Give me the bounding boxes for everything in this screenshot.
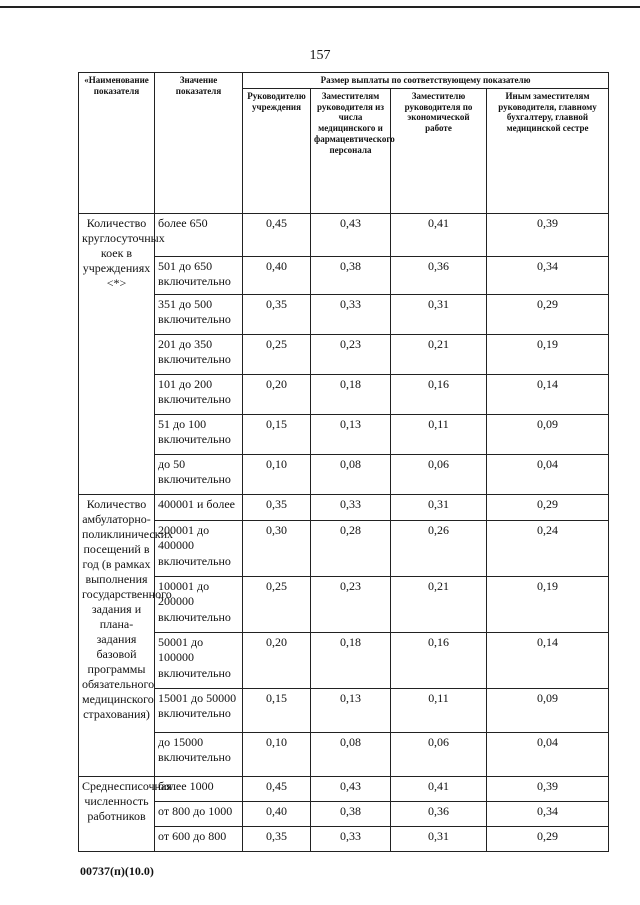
table-row [79, 454, 609, 494]
payment-coefficient-cell: 0,15 [243, 414, 311, 454]
indicator-name-cell: Количество амбулаторно-поликлинических посещений в год (в рамках выполнения государственного задания и плана-задания базовой программы обязательного медицинского страхования) [79, 494, 155, 776]
payment-coefficient-cell: 0,11 [391, 688, 487, 732]
indicator-value-cell: 15001 до 50000 включительно [155, 688, 243, 732]
payment-coefficient-cell: 0,40 [243, 801, 311, 826]
payment-coefficient-cell: 0,29 [487, 494, 609, 520]
header-indicator-name: «Наименование показателя [79, 73, 155, 214]
indicator-value-cell: 100001 до 200000 включительно [155, 576, 243, 632]
indicator-value-cell: 200001 до 400000 включительно [155, 520, 243, 576]
table-row [79, 213, 609, 256]
document-code: 00737(п)(10.0) [80, 864, 154, 878]
table-row [79, 520, 609, 576]
payment-coefficient-cell: 0,10 [243, 454, 311, 494]
table-row [79, 256, 609, 294]
payment-coefficient-cell: 0,35 [243, 494, 311, 520]
indicator-name-cell: Среднесписочная численность работников [79, 776, 155, 851]
payment-coefficient-cell: 0,16 [391, 632, 487, 688]
payment-coefficient-cell: 0,11 [391, 414, 487, 454]
indicator-value-cell: 201 до 350 включительно [155, 334, 243, 374]
payment-coefficient-cell: 0,18 [311, 374, 391, 414]
payment-coefficient-cell: 0,21 [391, 576, 487, 632]
payment-coefficient-cell: 0,13 [311, 688, 391, 732]
table-row [79, 494, 609, 520]
payment-coefficient-cell: 0,14 [487, 374, 609, 414]
payment-coefficient-cell: 0,41 [391, 213, 487, 256]
table-row [79, 732, 609, 776]
payment-coefficient-cell: 0,34 [487, 801, 609, 826]
indicator-name-cell: Количество круглосуточных коек в учреждениях <*> [79, 213, 155, 494]
indicator-value-cell: более 1000 [155, 776, 243, 801]
payment-coefficient-cell: 0,14 [487, 632, 609, 688]
payment-coefficient-cell: 0,40 [243, 256, 311, 294]
payment-coefficient-cell: 0,39 [487, 776, 609, 801]
payment-coefficient-cell: 0,04 [487, 732, 609, 776]
payment-coefficient-cell: 0,29 [487, 826, 609, 851]
payment-coefficient-cell: 0,08 [311, 454, 391, 494]
header-other-deputies: Иным заместителям руководителя, главному бухгалтеру, главной медицинской сестре [487, 88, 609, 213]
payment-coefficient-cell: 0,35 [243, 826, 311, 851]
payment-coefficient-cell: 0,43 [311, 213, 391, 256]
indicator-value-cell: 501 до 650 включительно [155, 256, 243, 294]
table-row [79, 334, 609, 374]
payment-coefficient-cell: 0,15 [243, 688, 311, 732]
payment-coefficient-cell: 0,38 [311, 256, 391, 294]
table-row [79, 688, 609, 732]
table-row [79, 776, 609, 801]
payment-coefficient-cell: 0,19 [487, 334, 609, 374]
payment-coefficient-cell: 0,31 [391, 294, 487, 334]
payment-coefficient-cell: 0,24 [487, 520, 609, 576]
payment-coefficient-cell: 0,25 [243, 576, 311, 632]
indicator-value-cell: 351 до 500 включительно [155, 294, 243, 334]
table-row [79, 632, 609, 688]
payment-coefficient-cell: 0,20 [243, 632, 311, 688]
payment-coefficient-cell: 0,45 [243, 776, 311, 801]
payment-coefficient-cell: 0,33 [311, 494, 391, 520]
payment-coefficient-cell: 0,08 [311, 732, 391, 776]
indicator-value-cell: более 650 [155, 213, 243, 256]
indicator-value-cell: 400001 и более [155, 494, 243, 520]
payment-coefficient-cell: 0,34 [487, 256, 609, 294]
payment-coefficient-cell: 0,33 [311, 826, 391, 851]
payment-coefficient-cell: 0,29 [487, 294, 609, 334]
header-economic-deputy: Заместителю руководителя по экономической работе [391, 88, 487, 213]
payment-coefficient-cell: 0,13 [311, 414, 391, 454]
payment-coefficient-cell: 0,45 [243, 213, 311, 256]
payment-coefficient-cell: 0,23 [311, 576, 391, 632]
payment-coefficient-cell: 0,43 [311, 776, 391, 801]
table-row [79, 294, 609, 334]
header-medical-deputies: Заместителям руководителя из числа медицинского и фармацевтического персонала [311, 88, 391, 213]
indicator-value-cell: 50001 до 100000 включительно [155, 632, 243, 688]
table-row [79, 576, 609, 632]
payment-coefficient-cell: 0,38 [311, 801, 391, 826]
header-indicator-value: Значение показателя [155, 73, 243, 214]
table-row [79, 826, 609, 851]
payment-coefficient-cell: 0,09 [487, 688, 609, 732]
payment-coefficient-cell: 0,26 [391, 520, 487, 576]
header-payment-size: Размер выплаты по соответствующему показателю [243, 73, 609, 89]
page-number: 157 [309, 48, 331, 63]
payment-coefficient-cell: 0,04 [487, 454, 609, 494]
payment-coefficient-cell: 0,28 [311, 520, 391, 576]
payment-coefficient-cell: 0,20 [243, 374, 311, 414]
payment-coefficient-cell: 0,19 [487, 576, 609, 632]
indicator-value-cell: 101 до 200 включительно [155, 374, 243, 414]
top-rule [0, 6, 640, 8]
indicator-value-cell: от 800 до 1000 [155, 801, 243, 826]
payment-coefficient-cell: 0,36 [391, 801, 487, 826]
table-row [79, 414, 609, 454]
payment-coefficient-cell: 0,16 [391, 374, 487, 414]
payment-coefficient-cell: 0,30 [243, 520, 311, 576]
payment-coefficient-cell: 0,31 [391, 826, 487, 851]
table-body [79, 213, 609, 851]
payment-coefficient-cell: 0,31 [391, 494, 487, 520]
payment-coefficient-cell: 0,39 [487, 213, 609, 256]
payment-coefficient-cell: 0,33 [311, 294, 391, 334]
indicator-value-cell: 51 до 100 включительно [155, 414, 243, 454]
payment-coefficient-cell: 0,35 [243, 294, 311, 334]
payment-coefficient-cell: 0,36 [391, 256, 487, 294]
payment-coefficient-cell: 0,41 [391, 776, 487, 801]
table-header-row [79, 73, 609, 89]
payment-coefficient-cell: 0,25 [243, 334, 311, 374]
table-row [79, 374, 609, 414]
header-director: Руководителю учреждения [243, 88, 311, 213]
indicator-value-cell: до 15000 включительно [155, 732, 243, 776]
payment-coefficient-cell: 0,09 [487, 414, 609, 454]
payment-coefficient-cell: 0,06 [391, 454, 487, 494]
payment-coefficient-cell: 0,21 [391, 334, 487, 374]
indicator-value-cell: от 600 до 800 [155, 826, 243, 851]
payment-coefficient-cell: 0,06 [391, 732, 487, 776]
payment-coefficient-cell: 0,23 [311, 334, 391, 374]
payment-coefficient-cell: 0,10 [243, 732, 311, 776]
table-row [79, 801, 609, 826]
payment-table [78, 72, 609, 852]
payment-coefficient-cell: 0,18 [311, 632, 391, 688]
indicator-value-cell: до 50 включительно [155, 454, 243, 494]
